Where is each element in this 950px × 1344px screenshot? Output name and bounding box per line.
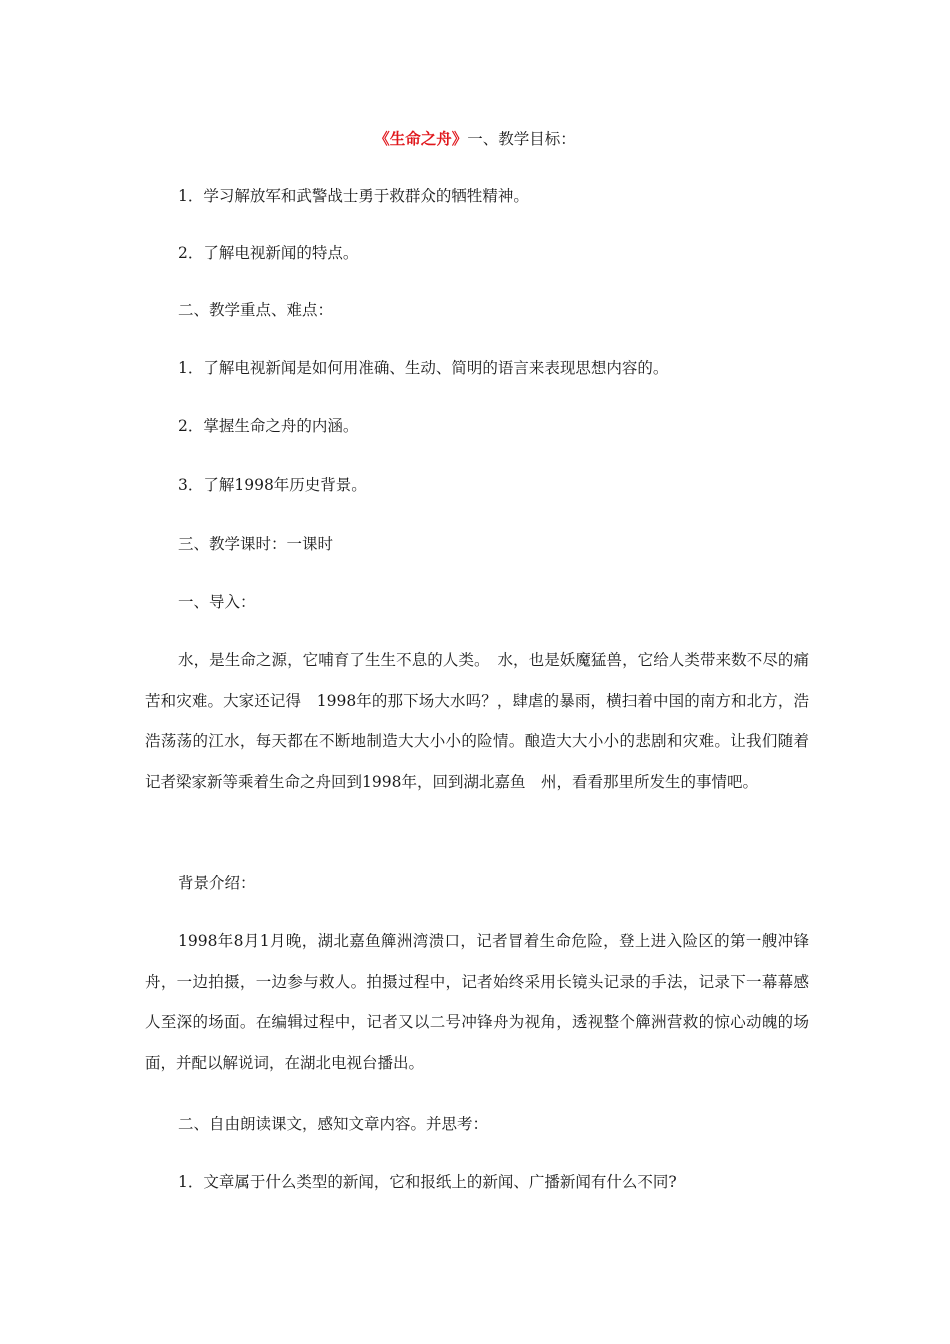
objective-2: 2．了解电视新闻的特点。	[178, 244, 359, 262]
question-1: 1．文章属于什么类型的新闻，它和报纸上的新闻、广播新闻有什么不同?	[178, 1173, 677, 1191]
section-heading-introduction: 一、导入：	[178, 593, 256, 611]
key-point-1: 1．了解电视新闻是如何用准确、生动、简明的语言来表现思想内容的。	[178, 359, 669, 377]
key-point-2: 2．掌握生命之舟的内涵。	[178, 417, 359, 435]
key-point-3: 3．了解1998年历史背景。	[178, 476, 367, 494]
document-title	[0, 128, 950, 150]
objective-1: 1．学习解放军和武警战士勇于救群众的牺牲精神。	[178, 187, 529, 205]
background-heading: 背景介绍：	[178, 874, 256, 892]
background-paragraph: 1998年8月1月晚，湖北嘉鱼簰洲湾溃口，记者冒着生命危险，登上进入险区的第一艘冲锋舟，一边拍摄，一边参与救人。拍摄过程中，记者始终采用长镜头记录的手法，记录下一幕幕感人至深的场面。在编辑过程中，记者又以二号冲锋舟为视角，透视整个簰洲营救的惊心动魄的场面，并配以解说词，在湖北电视台播出。	[145, 932, 809, 1072]
section-heading-class-hours: 三、教学课时：一课时	[178, 535, 334, 553]
section-heading-objectives: 一、教学目标：	[467, 130, 576, 148]
section-heading-reading: 二、自由朗读课文，感知文章内容。并思考：	[178, 1115, 489, 1133]
section-heading-key-points: 二、教学重点、难点：	[178, 301, 334, 319]
intro-paragraph: 水，是生命之源，它哺育了生生不息的人类。 水，也是妖魔猛兽，它给人类带来数不尽的痛苦和灾难。大家还记得 1998年的那下场大水吗？，肆虐的暴雨，横扫着中国的南方和北方，浩浩荡荡的江水，每天都在不断地制造大大小小的险情。酿造大大小小的悲剧和灾难。让我们随着记者梁家新等乘着生命之舟回到1998年，回到湖北嘉鱼 州，看看那里所发生的事情吧。	[145, 651, 809, 791]
lesson-title: 《生命之舟》	[374, 129, 468, 148]
